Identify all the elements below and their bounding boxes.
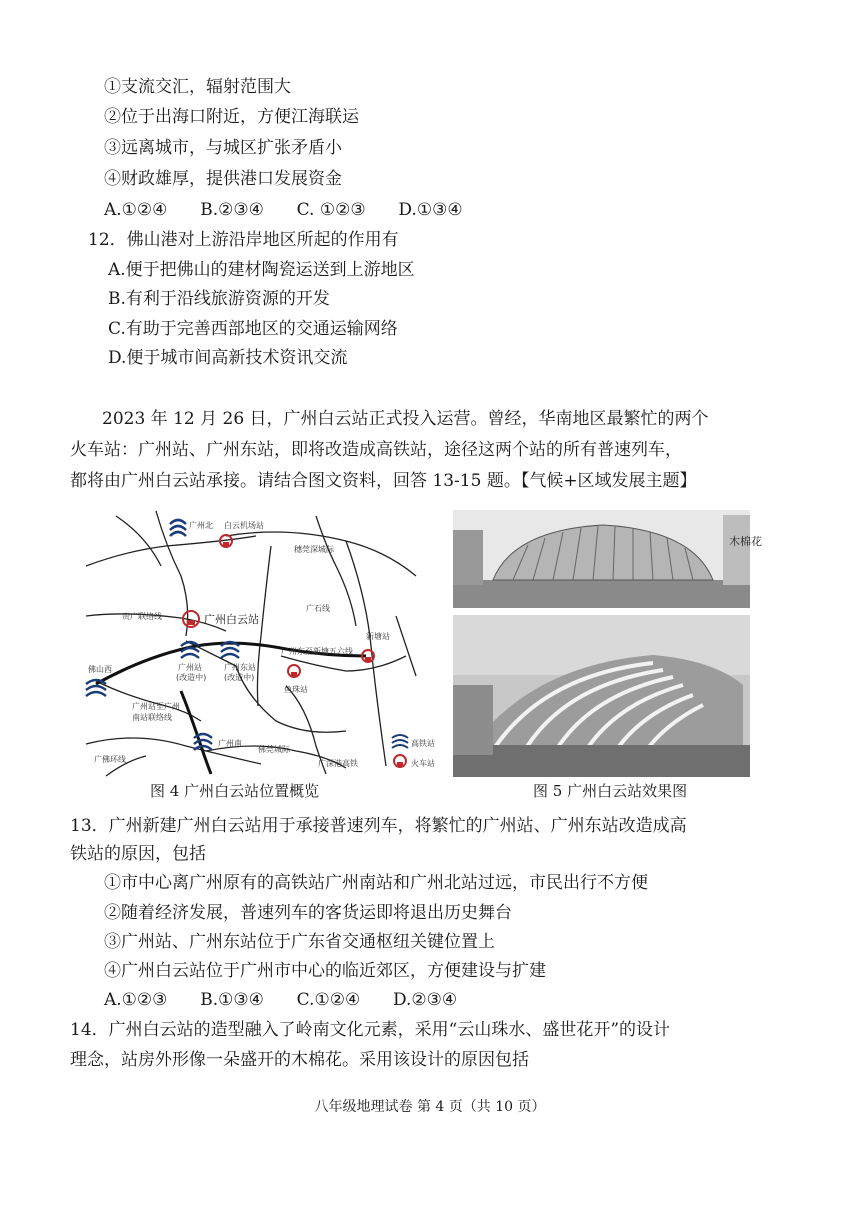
map-label-guangshi: 广石线	[306, 604, 330, 613]
station-photo-top	[453, 510, 762, 608]
q11-option-3: ③远离城市，与城区扩张矛盾小	[104, 138, 342, 158]
map-label-guiguang: 贵广联络线	[122, 612, 162, 621]
page-footer: 八年级地理试卷 第 4 页（共 10 页）	[314, 1099, 546, 1115]
q13-option-4: ④广州白云站位于广州市中心的临近郊区，方便建设与扩建	[104, 961, 546, 981]
q13-stem-line-1: 13．广州新建广州白云站用于承接普速列车，将繁忙的广州站、广州东站改造成高	[70, 816, 687, 836]
q13-option-2: ②随着经济发展，普速列车的客货运即将退出历史舞台	[104, 903, 512, 923]
map-label-yuzhu: 鱼珠站	[284, 685, 308, 694]
q12-stem: 12．佛山港对上游沿岸地区所起的作用有	[88, 230, 399, 250]
q13-choice-d: D.②③④	[393, 990, 458, 1010]
passage-line-2: 火车站：广州站、广州东站，即将改造成高铁站，途径这两个站的所有普速列车，	[70, 440, 682, 460]
map-label-foguan: 佛莞城际	[258, 745, 290, 754]
station-photo-top-art	[453, 510, 762, 608]
q11-choice-c: C. ①②③	[296, 200, 366, 220]
q11-choice-a: A.①②④	[104, 200, 168, 220]
map-label-guangshen-hsr: 广深港高铁	[318, 759, 358, 768]
q12-option-c: C.有助于完善西部地区的交通运输网络	[108, 319, 398, 339]
q13-choice-c: C.①②④	[296, 990, 361, 1010]
q14-stem-line-1: 14．广州白云站的造型融入了岭南文化元素，采用“云山珠水、盛世花开”的设计	[70, 1020, 671, 1040]
legend-hsr: 高铁站	[411, 739, 435, 748]
q13-choice-b: B.①③④	[200, 990, 264, 1010]
map-svg	[86, 506, 440, 774]
map-label-gz-station: 广州站	[178, 663, 202, 672]
legend-train: 火车站	[411, 759, 435, 768]
q12-option-a: A.便于把佛山的建材陶瓷运送到上游地区	[108, 260, 415, 280]
map-label-dongzhi: 广州东至新塘五六线	[281, 647, 353, 656]
map-label-gz-south-link-2: 南站联络线	[132, 713, 172, 722]
location-map	[86, 506, 440, 774]
map-label-guan-huishen: 穗莞深城际	[294, 545, 334, 554]
map-label-foshan-west: 佛山西	[88, 665, 112, 674]
q13-choice-a: A.①②③	[104, 990, 168, 1010]
map-label-gz-east: 广州东站	[224, 663, 256, 672]
map-label-gz-south: 广州南	[218, 739, 242, 748]
map-label-gz-station-note: (改造中)	[176, 673, 207, 682]
q11-option-2: ②位于出海口附近，方便江海联运	[104, 107, 359, 127]
q13-option-1: ①市中心离广州原有的高铁站广州南站和广州北站过远，市民出行不方便	[104, 873, 648, 893]
q13-option-3: ③广州站、广州东站位于广东省交通枢纽关键位置上	[104, 932, 495, 952]
map-label-gz-south-link: 广州站至广州	[132, 702, 180, 711]
q12-option-b: B.有利于沿线旅游资源的开发	[108, 289, 330, 309]
station-photo-bottom-art	[453, 615, 750, 777]
q11-choices	[104, 199, 463, 221]
map-label-guangfo-ring: 广佛环线	[94, 755, 126, 764]
map-label-xintang: 新塘站	[366, 632, 390, 641]
station-photo-bottom	[453, 615, 750, 777]
q13-stem-line-2: 铁站的原因，包括	[70, 844, 206, 864]
figure-4-caption: 图 4 广州白云站位置概览	[150, 782, 320, 800]
map-label-baiyun: 广州白云站	[204, 613, 259, 626]
q11-choice-d: D.①③④	[398, 200, 463, 220]
q13-choices	[104, 989, 457, 1011]
q11-option-1: ①支流交汇，辐射范围大	[104, 77, 291, 97]
map-label-gz-east-note: (改造中)	[224, 673, 255, 682]
q11-choice-b: B.②③④	[200, 200, 264, 220]
figure-5-caption: 图 5 广州白云站效果图	[533, 782, 688, 800]
passage-line-1: 2023 年 12 月 26 日，广州白云站正式投入运营。曾经，华南地区最繁忙的两个	[102, 409, 709, 429]
q12-option-d: D.便于城市间高新技术资讯交流	[108, 348, 348, 368]
q11-option-4: ④财政雄厚，提供港口发展资金	[104, 169, 342, 189]
map-label-baiyun-airport: 白云机场站	[224, 521, 264, 530]
q14-stem-line-2: 理念，站房外形像一朵盛开的木棉花。采用该设计的原因包括	[70, 1050, 529, 1070]
passage-line-3: 都将由广州白云站承接。请结合图文资料，回答 13-15 题。【气候+区域发展主题】	[70, 471, 697, 491]
map-label-gz-north: 广州北	[189, 521, 213, 530]
photo-sign-text: 木棉花	[729, 535, 762, 548]
